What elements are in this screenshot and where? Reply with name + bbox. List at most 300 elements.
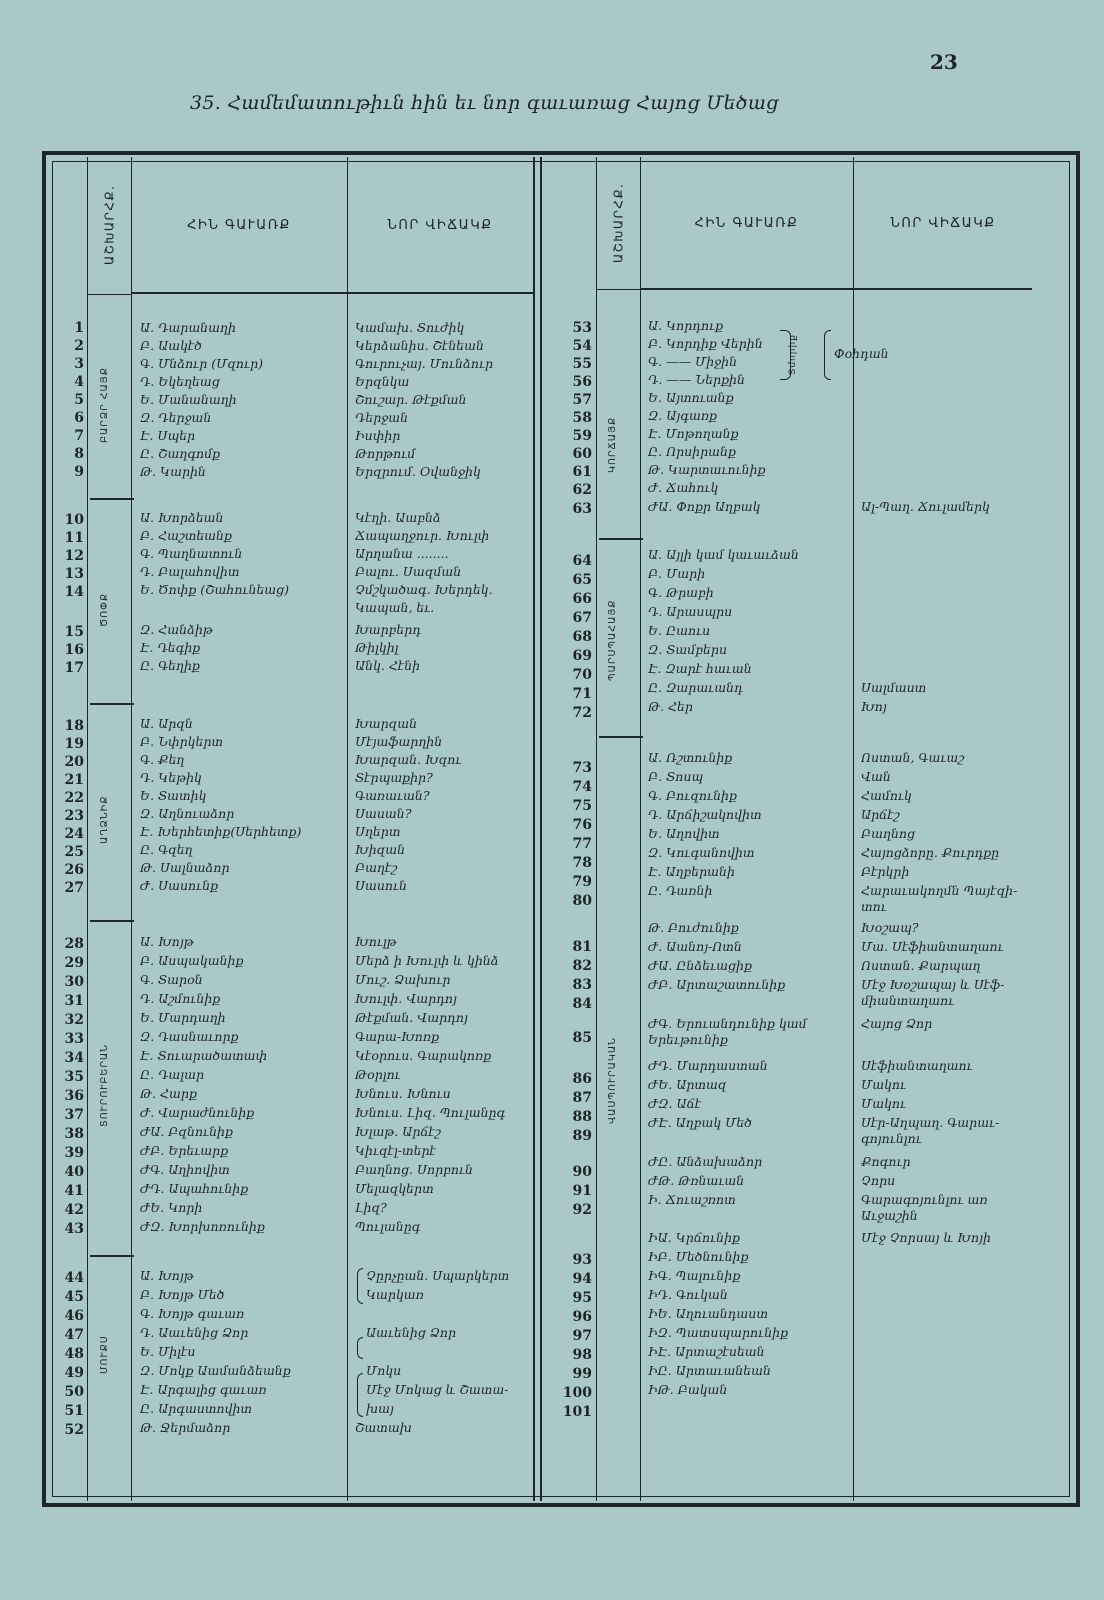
row-number: 32 [64, 1012, 84, 1028]
new-state: Չըրչըան. Սպարկերտ [366, 1268, 510, 1283]
row-number: 20 [64, 754, 84, 770]
row-number: 28 [64, 936, 84, 952]
old-district: Բ. Ասպականիք [140, 953, 244, 968]
row-number: 72 [572, 705, 592, 721]
row-number: 24 [64, 826, 84, 842]
old-district: ԺԹ. Թռնաւան [648, 1173, 745, 1188]
page-title: 35. Համեմատութիւն հին եւ նոր գաւառաց Հայոց Մեծաց [190, 92, 779, 114]
new-state: Պուլանըգ [355, 1219, 421, 1234]
row-number: 46 [64, 1308, 84, 1324]
new-state: Բաղնոց [861, 826, 916, 841]
old-district: Ի. Ճուաշռոտ [648, 1192, 736, 1207]
brace-left [357, 1373, 363, 1417]
old-district: Թ. Կարտաւունիք [648, 462, 766, 477]
old-district: Դ. Եկեղեաց [140, 374, 220, 389]
new-state: Մերձ ի Խուլփ և կինձ [355, 953, 499, 968]
old-district: Ը. Շաղգոմք [140, 446, 221, 461]
new-state: Համուկ [861, 788, 912, 803]
row-number: 9 [74, 464, 84, 480]
row-number: 95 [572, 1290, 592, 1306]
old-district: Է. Խերհետիք(Սերհետք) [140, 824, 302, 839]
row-number: 26 [64, 862, 84, 878]
new-state: Արղանա ........ [355, 546, 449, 561]
old-district: Ա. Դարանաղի [140, 320, 236, 335]
row-number: 61 [572, 464, 592, 480]
old-district: Դ. Աշմունիք [140, 991, 221, 1006]
new-state: Մակու [861, 1077, 907, 1092]
old-district: Դ. Արճիշակովիտ [648, 807, 762, 822]
row-number: 5 [74, 392, 84, 408]
new-state: Լիզ? [355, 1200, 387, 1215]
row-number: 68 [572, 629, 592, 645]
new-state: Կէօրուս. Գարակոռք [355, 1048, 492, 1063]
new-state: Խնուս. Լիզ. Պուլանըգ [355, 1105, 506, 1120]
new-state: Խոյ [861, 699, 887, 714]
row-number: 100 [562, 1385, 592, 1401]
old-district: Թ. Կարին [140, 464, 206, 479]
old-district: ԺԱ. Փոքր Աղբակ [648, 499, 761, 514]
old-district: Դ. Աաւենից Ձոր [140, 1325, 249, 1340]
row-number: 84 [572, 996, 592, 1012]
old-district: Զ. Մոկք Աամանձեանք [140, 1363, 291, 1378]
old-district: Բ. Աակէծ [140, 338, 202, 353]
new-state: Քոգուր [861, 1154, 911, 1169]
header-provinces-left: ԱՇԽԱՐՀՔ. [102, 184, 117, 266]
old-district: Ը. Զարաւանդ [648, 680, 743, 695]
row-number: 73 [572, 760, 592, 776]
old-district: Զ. Կուգանովիտ [648, 845, 755, 860]
new-state: Մոկս [366, 1363, 402, 1378]
row-number: 40 [64, 1164, 84, 1180]
old-district: Ե. Միլէս [140, 1344, 196, 1359]
section-separator [599, 538, 643, 540]
row-number: 10 [64, 512, 84, 528]
new-state: Մէյաֆարղին [355, 734, 443, 749]
old-district: Զ. Դասնաւորք [140, 1029, 239, 1044]
row-number: 19 [64, 736, 84, 752]
row-number: 42 [64, 1202, 84, 1218]
old-district: Զ. Աղնուաձոր [140, 806, 235, 821]
new-state: Խուլթ [355, 934, 397, 949]
old-district: ԺԱ. Բզնունիք [140, 1124, 233, 1139]
old-district: Ը. Դառնի [648, 883, 713, 898]
section-separator [90, 920, 134, 922]
old-district: Ե. Ըաուս [648, 623, 711, 638]
row-number: 18 [64, 718, 84, 734]
header-provinces-right: ԱՇԽԱՐՀՔ. [611, 182, 626, 264]
old-district: Գ. Պաղնատուն [140, 546, 243, 561]
old-district: ԻԴ. Գուկան [648, 1287, 728, 1302]
new-state: Սէր-Աղպաղ. Գարաւ-գոյունլու [861, 1115, 1000, 1146]
column-rule [347, 157, 348, 1501]
row-number: 36 [64, 1088, 84, 1104]
row-number: 90 [572, 1164, 592, 1180]
row-number: 43 [64, 1221, 84, 1237]
old-district: ԺԳ. Երուանդունիք կամ Երեւթունիք [648, 1016, 807, 1047]
old-district: Ե. Այտուանք [648, 390, 734, 405]
old-district: ԻԲ. Մեծնունիք [648, 1249, 749, 1264]
new-state: Թորթում [355, 446, 416, 461]
section-separator [90, 498, 134, 500]
new-state: Ոստան, Գաւաշ [861, 750, 965, 765]
row-number: 37 [64, 1107, 84, 1123]
row-number: 75 [572, 798, 592, 814]
old-district: Գ. Խոյթ գաւառ [140, 1306, 245, 1321]
old-district: Բ. Նփրկերտ [140, 734, 224, 749]
old-district: ԺԴ. Մարդաստան [648, 1058, 768, 1073]
new-state: Մակու [861, 1096, 907, 1111]
row-number: 81 [572, 939, 592, 955]
page-number: 23 [930, 50, 958, 74]
old-district: ԺԵ. Կորի [140, 1200, 203, 1215]
old-district: Ե. Աղովիտ [648, 826, 720, 841]
new-state: Կիւզէլ-տերէ [355, 1143, 436, 1158]
old-district: Ը. Գզեղ [140, 842, 193, 857]
old-district: Է. Աղբերանի [648, 864, 735, 879]
header-rule [88, 294, 131, 295]
region-label: ՊԱՐՍՊԱՀԱՅՔ [607, 599, 618, 681]
header-rule [131, 292, 533, 294]
row-number: 92 [572, 1202, 592, 1218]
old-district: Ը. Արգաստովիտ [140, 1401, 253, 1416]
new-state: Կարկառ [366, 1287, 424, 1302]
old-district: ԺԴ. Ապահունիք [140, 1181, 249, 1196]
new-state: Դերջան [355, 410, 409, 425]
old-district: Դ. Արասպրս [648, 604, 733, 619]
new-state: Խարզան [355, 716, 418, 731]
row-number: 48 [64, 1346, 84, 1362]
row-number: 69 [572, 648, 592, 664]
row-number: 77 [572, 836, 592, 852]
old-district: ԻԶ. Պատսպարունիք [648, 1325, 789, 1340]
old-district: Դ. Կեթիկ [140, 770, 202, 785]
row-number: 82 [572, 958, 592, 974]
row-number: 52 [64, 1422, 84, 1438]
row-number: 44 [64, 1270, 84, 1286]
old-district: Դ. —— Ներքին [648, 372, 745, 387]
row-number: 25 [64, 844, 84, 860]
region-label: ՏՈՒՐՈՒԲԵՐԱՆ [99, 1043, 110, 1127]
section-separator [90, 703, 134, 705]
row-number: 88 [572, 1109, 592, 1125]
row-number: 93 [572, 1252, 592, 1268]
old-district: Ը. Գեղիք [140, 658, 200, 673]
old-district: Ե. Մանանաղի [140, 392, 237, 407]
row-number: 89 [572, 1128, 592, 1144]
row-number: 63 [572, 501, 592, 517]
row-number: 50 [64, 1384, 84, 1400]
row-number: 41 [64, 1183, 84, 1199]
row-number: 76 [572, 817, 592, 833]
row-number: 78 [572, 855, 592, 871]
new-state: Խուլփ. Վարդոյ [355, 991, 457, 1006]
row-number: 67 [572, 610, 592, 626]
new-state: Հարաւակողմն Պայէզի-տու [861, 883, 1018, 914]
old-district: Ա. Խոյթ [140, 1268, 194, 1283]
row-number: 34 [64, 1050, 84, 1066]
new-state: Խօշապ? [861, 920, 919, 935]
section-separator [599, 736, 643, 738]
old-district: ԻԳ. Պալունիք [648, 1268, 741, 1283]
new-state: Կերձանիս. Շէնեան [355, 338, 484, 353]
row-number: 60 [572, 446, 592, 462]
row-number: 64 [572, 553, 592, 569]
old-district: Բ. Կորդիք Վերին [648, 336, 763, 351]
header-rule [597, 289, 640, 290]
old-district: ԻԵ. Աղուանդաստ [648, 1306, 768, 1321]
row-number: 27 [64, 880, 84, 896]
old-district: Ժ. Ճահուկ [648, 480, 719, 495]
old-district: ԺԸ. Անձախաձոր [648, 1154, 763, 1169]
new-state: Իսփիր [355, 428, 401, 443]
row-number: 4 [74, 374, 84, 390]
new-state: Վան [861, 769, 891, 784]
new-state: Մա. Սէֆիանտաղաու [861, 939, 1004, 954]
old-district: Զ. Տամբերս [648, 642, 727, 657]
new-state: Ալ-Պաղ. Ճուլամերկ [861, 499, 990, 514]
region-label: ՄՈՒՔՍ [99, 1335, 110, 1375]
new-state: Գառաւան? [355, 788, 430, 803]
row-number: 38 [64, 1126, 84, 1142]
row-number: 33 [64, 1031, 84, 1047]
brace-right-label: Տմորիք [788, 334, 798, 375]
row-number: 55 [572, 356, 592, 372]
old-district: Բ. Հաշտեանք [140, 528, 232, 543]
header-old-districts-left: ՀԻՆ ԳԱՒԱՌՔ [187, 218, 291, 233]
brace-left [357, 1268, 363, 1304]
old-district: Ը. Որսիրանք [648, 444, 736, 459]
new-state: Մելազկերտ [355, 1181, 434, 1196]
new-state: Անկ. Հէնի [355, 658, 421, 673]
new-state: Կէղի. Աաբնձ [355, 510, 441, 525]
old-district: Բ. Տոսպ [648, 769, 704, 784]
new-state: Երզնկա [355, 374, 410, 389]
old-district: Զ. Այգառք [648, 408, 717, 423]
brace-left [357, 1337, 363, 1359]
row-number: 79 [572, 874, 592, 890]
new-state: Չորս [861, 1173, 896, 1188]
old-district: Ա. Կորդուք [648, 318, 724, 333]
row-number: 94 [572, 1271, 592, 1287]
row-number: 58 [572, 410, 592, 426]
brace-left [824, 330, 831, 380]
new-state: Բաղնոց. Սորբուն [355, 1162, 473, 1177]
old-district: ԺԷ. Աղբակ Մեծ [648, 1115, 752, 1130]
row-number: 17 [64, 660, 84, 676]
new-state: Սղերտ [355, 824, 401, 839]
new-state: Հայոց Ձոր [861, 1016, 933, 1031]
row-number: 15 [64, 624, 84, 640]
row-number: 1 [74, 320, 84, 336]
header-rule [640, 288, 1032, 290]
new-state: Տէրպաքիր? [355, 770, 433, 785]
row-number: 80 [572, 893, 592, 909]
row-number: 14 [64, 584, 84, 600]
row-number: 29 [64, 955, 84, 971]
new-state: Խլաթ. Արճէշ [355, 1124, 441, 1139]
old-district: Գ. —— Միջին [648, 354, 738, 369]
old-district: Թ. Սալնաձոր [140, 860, 230, 875]
new-state: Սալմաստ [861, 680, 927, 695]
old-district: Ա. Արզն [140, 716, 193, 731]
row-number: 7 [74, 428, 84, 444]
new-state: Փօհդան [834, 346, 889, 361]
old-district: ԺԲ. Երեւարք [140, 1143, 229, 1158]
old-district: Բ. Մարի [648, 566, 706, 581]
old-district: ԺԶ. Աճէ [648, 1096, 702, 1111]
old-district: ԺԳ. Աղիովիտ [140, 1162, 230, 1177]
new-state: Գարա-Խոռք [355, 1029, 440, 1044]
new-state: Խարբերդ [355, 622, 421, 637]
row-number: 56 [572, 374, 592, 390]
row-number: 86 [572, 1071, 592, 1087]
old-district: Դ. Բալահովիտ [140, 564, 240, 579]
new-state: Խարզան. Խզու [355, 752, 462, 767]
row-number: 30 [64, 974, 84, 990]
row-number: 71 [572, 686, 592, 702]
row-number: 98 [572, 1347, 592, 1363]
row-number: 62 [572, 482, 592, 498]
old-district: Ժ. Վարաժնունիք [140, 1105, 255, 1120]
row-number: 87 [572, 1090, 592, 1106]
new-state: Աաւենից Ձոր [366, 1325, 457, 1340]
old-district: Ը. Դալար [140, 1067, 205, 1082]
old-district: Գ. Տարօն [140, 972, 203, 987]
old-district: Ժ. Աանոյ-Ոտն [648, 939, 742, 954]
old-district: ԺԵ. Արտազ [648, 1077, 727, 1092]
region-label: ԿՈՐՃԱՅՔ [607, 416, 618, 474]
old-district: Ա. Խորձեան [140, 510, 224, 525]
new-state: Բաղէշ [355, 860, 398, 875]
old-district: Ե. Տատիկ [140, 788, 207, 803]
new-state: Թօրլու [355, 1067, 401, 1082]
row-number: 59 [572, 428, 592, 444]
row-number: 21 [64, 772, 84, 788]
section-separator [90, 1255, 134, 1257]
row-number: 97 [572, 1328, 592, 1344]
row-number: 22 [64, 790, 84, 806]
row-number: 35 [64, 1069, 84, 1085]
old-district: Թ. Ջերմաձոր [140, 1420, 231, 1435]
header-new-state-left: ՆՈՐ ՎԻՃԱԿՔ [387, 218, 493, 233]
row-number: 31 [64, 993, 84, 1009]
old-district: Ա. Այլի կամ կաւաւձան [648, 547, 799, 562]
region-label: ՎԱՍՊՈՒՐԱԿԱՆ [607, 1036, 618, 1124]
center-rule [533, 157, 535, 1501]
header-new-state-right: ՆՈՐ ՎԻՃԱԿՔ [890, 216, 996, 231]
old-district: Զ. Հանձիթ [140, 622, 213, 637]
row-number: 65 [572, 572, 592, 588]
row-number: 45 [64, 1289, 84, 1305]
old-district: Է. Սպեր [140, 428, 196, 443]
new-state: Կամախ. Տուժիկ [355, 320, 465, 335]
row-number: 85 [572, 1030, 592, 1046]
new-state: Շատախ [355, 1420, 412, 1435]
new-state: Արճէշ [861, 807, 900, 822]
new-state: Գուրուչայ. Մունձուր [355, 356, 494, 371]
region-label: ԲԱՐՁՐ ՀԱՅՔ [99, 367, 110, 443]
row-number: 54 [572, 338, 592, 354]
old-district: Ժ. Սասունք [140, 878, 219, 893]
new-state: Խնուս. Խնուս [355, 1086, 451, 1101]
new-state: Խիզան [355, 842, 406, 857]
old-district: Գ. Մնձուր (Մզուր) [140, 356, 264, 371]
old-district: Թ. Բուժունիք [648, 920, 739, 935]
row-number: 51 [64, 1403, 84, 1419]
new-state: Բէրկրի [861, 864, 910, 879]
old-district: Բ. Խոյթ Մեծ [140, 1287, 225, 1302]
new-state: Գարագոյունլու առ Աւջաշին [861, 1192, 988, 1223]
old-district: Ե. Մարդաղի [140, 1010, 226, 1025]
new-state: Կապան, եւ. [355, 600, 435, 615]
row-number: 23 [64, 808, 84, 824]
new-state: Սէֆիանտաղաու [861, 1058, 973, 1073]
column-rule [131, 157, 132, 1501]
row-number: 11 [64, 530, 84, 546]
old-district: Է. Արգալից գաւառ [140, 1382, 267, 1397]
header-old-districts-right: ՀԻՆ ԳԱՒԱՌՔ [694, 216, 799, 231]
row-number: 70 [572, 667, 592, 683]
center-rule [540, 157, 542, 1501]
new-state: Ճապաղջուր. Խուլփ [355, 528, 490, 543]
old-district: Թ. Հարք [140, 1086, 197, 1101]
old-district: Գ. Բուզունիք [648, 788, 737, 803]
row-number: 74 [572, 779, 592, 795]
row-number: 53 [572, 320, 592, 336]
column-rule [87, 157, 88, 1501]
new-state: Սասան? [355, 806, 412, 821]
row-number: 13 [64, 566, 84, 582]
old-district: ԻԷ. Արտաշէսեան [648, 1344, 765, 1359]
old-district: Ա. Խոյթ [140, 934, 194, 949]
row-number: 101 [562, 1404, 592, 1420]
old-district: ԻԱ. Կրճունիք [648, 1230, 740, 1245]
column-rule [596, 157, 597, 1501]
new-state: Շուշար. Թէքման [355, 392, 467, 407]
row-number: 91 [572, 1183, 592, 1199]
row-number: 47 [64, 1327, 84, 1343]
new-state: Չմշկածագ. Խերդեկ. [355, 582, 493, 597]
region-label: ԾՈՓՔ [99, 592, 110, 628]
row-number: 83 [572, 977, 592, 993]
old-district: Է. Զարէ հաւան [648, 661, 752, 676]
old-district: Է. Տուարածատափ [140, 1048, 268, 1063]
row-number: 6 [74, 410, 84, 426]
old-district: Է. Դեգիք [140, 640, 201, 655]
old-district: Ե. Ծոփք (Շահունեաց) [140, 582, 290, 597]
row-number: 99 [572, 1366, 592, 1382]
row-number: 2 [74, 338, 84, 354]
row-number: 49 [64, 1365, 84, 1381]
row-number: 16 [64, 642, 84, 658]
new-state: խայ [366, 1401, 394, 1416]
new-state: Թէքման. Վարդոյ [355, 1010, 468, 1025]
new-state: Հայոցձորը. Քուրդքը [861, 845, 1000, 860]
old-district: ԻԹ. Բական [648, 1382, 728, 1397]
row-number: 12 [64, 548, 84, 564]
column-rule [640, 157, 641, 1501]
old-district: Ա. Ռշտունիք [648, 750, 733, 765]
row-number: 96 [572, 1309, 592, 1325]
row-number: 57 [572, 392, 592, 408]
row-number: 3 [74, 356, 84, 372]
old-district: Զ. Դերջան [140, 410, 212, 425]
old-district: ԺԱ. Ընձեւացիք [648, 958, 752, 973]
old-district: ԺԶ. Խորխոռունիք [140, 1219, 265, 1234]
old-district: ԻԸ. Արտաւանեան [648, 1363, 771, 1378]
new-state: Երզրում. Օվանջիկ [355, 464, 481, 479]
row-number: 8 [74, 446, 84, 462]
